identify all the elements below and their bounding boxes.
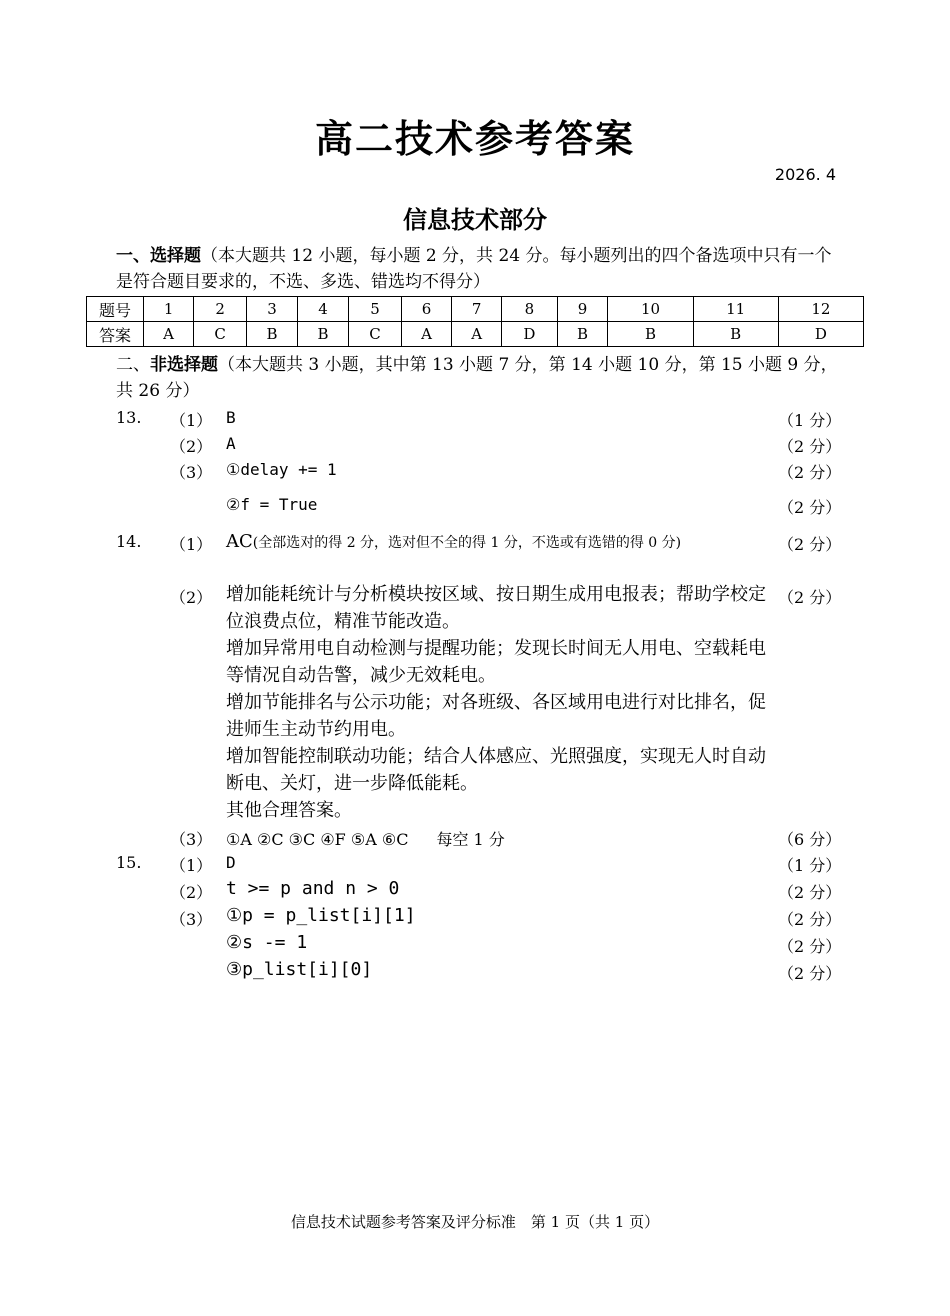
answer-text bbox=[226, 530, 756, 555]
table-cell-answer: A bbox=[401, 322, 451, 347]
score-label: （2 分） bbox=[778, 463, 842, 482]
list-item: 增加能耗统计与分析模块按区域、按日期生成用电报表；帮助学校定位浪费点位，精准节能改造。 bbox=[226, 584, 766, 632]
answer-table bbox=[86, 296, 864, 347]
score-label: （2 分） bbox=[778, 498, 842, 517]
table-cell-answer: C bbox=[349, 322, 402, 347]
table-cell-question: 6 bbox=[401, 297, 451, 322]
table-cell-answer: C bbox=[194, 322, 247, 347]
table-cell-answer: A bbox=[452, 322, 502, 347]
score-label: （2 分） bbox=[778, 964, 842, 983]
document-date: 2026. 4 bbox=[774, 165, 836, 184]
list-item: 其他合理答案。 bbox=[226, 800, 352, 821]
subquestion-label: （2） bbox=[170, 883, 213, 902]
answer-text: ①p = p_list[i][1] bbox=[226, 905, 416, 926]
section1-desc: （本大题共 12 小题，每小题 2 分，共 24 分。每小题列出的四个备选项中只有一个是符合题目要求的，不选、多选、错选均不得分） bbox=[116, 246, 832, 292]
subquestion-label: （3） bbox=[170, 830, 213, 849]
table-cell-answer: A bbox=[144, 322, 194, 347]
subquestion-label: （2） bbox=[170, 437, 213, 456]
question-number: 15. bbox=[116, 853, 142, 872]
score-label: （2 分） bbox=[778, 437, 842, 456]
page-footer: 信息技术试题参考答案及评分标准 第 1 页（共 1 页） bbox=[290, 1213, 660, 1231]
subquestion-label: （1） bbox=[170, 535, 213, 554]
table-cell-answer: D bbox=[502, 322, 557, 347]
score-label: （6 分） bbox=[778, 830, 842, 849]
answer-text bbox=[226, 827, 505, 850]
document-title: 高二技术参考答案 bbox=[314, 117, 635, 161]
section2-heading: 非选择题 bbox=[150, 355, 218, 375]
answer-text: ③p_list[i][0] bbox=[226, 959, 373, 980]
list-item: 增加节能排名与公示功能；对各班级、各区域用电进行对比排名，促进师生主动节约用电。 bbox=[226, 692, 766, 740]
table-cell-question: 10 bbox=[608, 297, 693, 322]
subquestion-label: （3） bbox=[170, 910, 213, 929]
answer-note: 每空 1 分 bbox=[436, 830, 505, 849]
table-cell-answer: B bbox=[298, 322, 349, 347]
score-label: （2 分） bbox=[778, 937, 842, 956]
table-cell-answer: B bbox=[693, 322, 778, 347]
table-cell-answer: B bbox=[247, 322, 298, 347]
table-cell-answer: B bbox=[608, 322, 693, 347]
table-cell-question: 11 bbox=[693, 297, 778, 322]
section2-heading-prefix: 二、 bbox=[116, 355, 150, 375]
table-cell-question: 3 bbox=[247, 297, 298, 322]
section1-heading: 一、选择题 bbox=[116, 246, 201, 266]
answer-note: (全部选对的得 2 分，选对但不全的得 1 分，不选或有选错的得 0 分) bbox=[252, 535, 682, 551]
score-label: （1 分） bbox=[778, 856, 842, 875]
table-cell-question: 9 bbox=[557, 297, 608, 322]
answer-text: ①delay += 1 bbox=[226, 460, 337, 479]
answer-list bbox=[226, 581, 766, 824]
answer-text: t >= p and n > 0 bbox=[226, 878, 400, 899]
answer-text: ②s -= 1 bbox=[226, 932, 308, 953]
table-cell-question: 8 bbox=[502, 297, 557, 322]
list-item: 增加异常用电自动检测与提醒功能；发现长时间无人用电、空载耗电等情况自动告警，减少无效耗电。 bbox=[226, 638, 766, 686]
section2-desc: （本大题共 3 小题，其中第 13 小题 7 分，第 14 小题 10 分，第 15 小题 9 分，共 26 分） bbox=[116, 355, 838, 401]
table-cell-question: 2 bbox=[194, 297, 247, 322]
question-number: 14. bbox=[116, 532, 142, 551]
table-row-label: 题号 bbox=[87, 297, 144, 322]
table-cell-question: 12 bbox=[778, 297, 863, 322]
table-cell-question: 5 bbox=[349, 297, 402, 322]
section2-intro bbox=[116, 352, 840, 404]
subquestion-label: （1） bbox=[170, 856, 213, 875]
list-item: 增加智能控制联动功能；结合人体感应、光照强度，实现无人时自动断电、关灯，进一步降低能耗。 bbox=[226, 746, 766, 794]
answer-text: A bbox=[226, 434, 236, 453]
score-label: （1 分） bbox=[778, 411, 842, 430]
answer-text: ②f = True bbox=[226, 495, 318, 514]
score-label: （2 分） bbox=[778, 910, 842, 929]
answer-main: AC bbox=[226, 531, 253, 552]
answer-text: D bbox=[226, 853, 236, 872]
table-cell-question: 4 bbox=[298, 297, 349, 322]
table-row-label: 答案 bbox=[87, 322, 144, 347]
table-cell-question: 7 bbox=[452, 297, 502, 322]
score-label: （2 分） bbox=[778, 883, 842, 902]
table-cell-answer: B bbox=[557, 322, 608, 347]
answer-text: B bbox=[226, 408, 236, 427]
subquestion-label: （2） bbox=[170, 588, 213, 607]
table-cell-answer: D bbox=[778, 322, 863, 347]
score-label: （2 分） bbox=[778, 588, 842, 607]
question-number: 13. bbox=[116, 408, 142, 427]
table-row-questions bbox=[87, 297, 864, 322]
table-row-answers bbox=[87, 322, 864, 347]
subquestion-label: （3） bbox=[170, 463, 213, 482]
subquestion-label: （1） bbox=[170, 411, 213, 430]
answer-main: ①A ②C ③C ④F ⑤A ⑥C bbox=[226, 830, 409, 849]
score-label: （2 分） bbox=[778, 535, 842, 554]
section-subtitle: 信息技术部分 bbox=[403, 206, 547, 234]
table-cell-question: 1 bbox=[144, 297, 194, 322]
section1-intro bbox=[116, 243, 840, 295]
